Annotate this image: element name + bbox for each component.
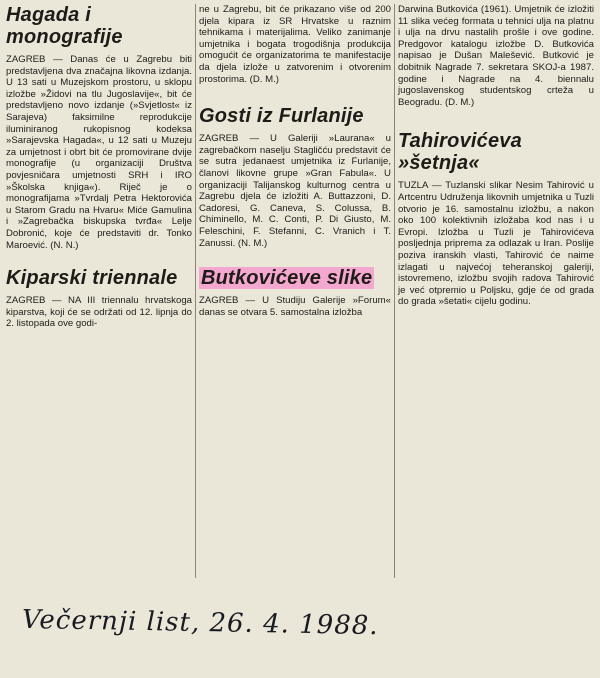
column-2 <box>199 4 391 318</box>
article-hagada: ZAGREB — Danas će u Zagrebu biti predstavljena dva značajna likovna izdanja. U 13 sati u Muzejskom prostoru, u sklopu izložbe »Židovi na tlu Jugoslavije«, bit će predstavljeno novo izdanje (»Svjetlost« iz Sarajeva) faksimilne reprodukcije iluminiranog rukopisnog kodeksa »Sarajevska Hagada«, u 12 sati u Muzeju za umjetnost i obrt bit će promovirane dvije monografije (u organizaciji Društva povjesničara umjetnosti SRH i IRO »Školska knjiga«). Riječ je o monografijama »Tvrdalj Petra Hektorovića u Starom Gradu na Hvaru« Miće Gamulina i »Zagrebačka biskupska tvrđa« Lelje Dobronić, koje će predstaviti dr. Tonko Maroević. (N. N.) <box>6 54 192 251</box>
highlight-marker: Butkovićeve slike <box>201 267 373 290</box>
headline-tahirovic: Tahirovićeva »šetnja« <box>398 130 522 175</box>
column-rule <box>195 4 196 578</box>
article-tahirovic: TUZLA — Tuzlanski slikar Nesim Tahirović u Artcentru Udruženja likovnih umjetnika u Tuzli otvorio je 16. samostalnu izložbu, a nakon oko 100 kolektivnih izložaba kod nas i u Evropi. Izložba u Tuzli je Tahirovićeva posljednja priprema za odlazak u Iran. Poslije poziva iranskih vlasti, Tahirović će naime izlagati u najvećoj teheranskoj galeriji, istovremeno, izložbu svojih radova Tahirović je već otpremio u Poljsku, gdje će od grada do grada »šetati« cijelu godinu. <box>398 180 594 308</box>
article-kiparski: ZAGREB — NA III triennalu hrvatskoga kiparstva, koji će se održati od 12. lipnja do 2. listopada ove godi- <box>6 295 192 330</box>
headline-kiparski: Kiparski triennale <box>6 267 178 290</box>
column-rule <box>394 4 395 578</box>
column-3 <box>398 4 594 308</box>
headline-furlanije: Gosti iz Furlanije <box>199 105 364 128</box>
article-butkovic: ZAGREB — U Studiju Galerije »Forum« danas se otvara 5. samostalna izložba <box>199 295 391 318</box>
column-1 <box>6 4 192 330</box>
article-kiparski-cont: ne u Zagrebu, bit će prikazano više od 200 djela kipara iz SR Hrvatske u raznim tehnikama i materijalima. Veliko zanimanje umjetnika i bogata trogodišnja produkcija omogućit će organizatorima te manifestacije da djela izlože u zatvorenim i otvorenim prostorima. (D. M.) <box>199 4 391 85</box>
headline-butkovic <box>199 267 391 289</box>
article-furlanije: ZAGREB — U Galeriji »Laurana« u zagrebačkom naselju Stagličću predstavit će se sutra jedanaest umjetnika iz Furlanije, članovi likovne grupe »Gran Fabula«. U organizaciji Talijanskog kulturnog centra u Zagrebu djela će izložiti A. Buttazzoni, D. Cadoresi, G. Caneva, S. Colussa, B. Chiminello, M. C. Conti, P. Di Giusto, M. Feleschini, F. Stefanni, C. Vranich i T. Zanussi. (N. M.) <box>199 133 391 249</box>
article-butkovic-cont: Darwina Butkovića (1961). Umjetnik će izložiti 11 slika većeg formata u tehnici ulja na platnu i ulja na drvu nastalih prošle i ove godine. Predgovor katalogu izložbe D. Butkovića napisao je Dušan Malešević. Butković je dobitnik Nagrade 7. sekretara SKOJ-a 1987. godine i Nagrade na 4. biennalu jugoslavenskog studentskog crteža u Beogradu. (D. M.) <box>398 4 594 108</box>
headline-hagada: Hagada i monografije <box>6 4 123 48</box>
handwritten-note: Večernji list, 26. 4. 1988. <box>21 604 379 642</box>
